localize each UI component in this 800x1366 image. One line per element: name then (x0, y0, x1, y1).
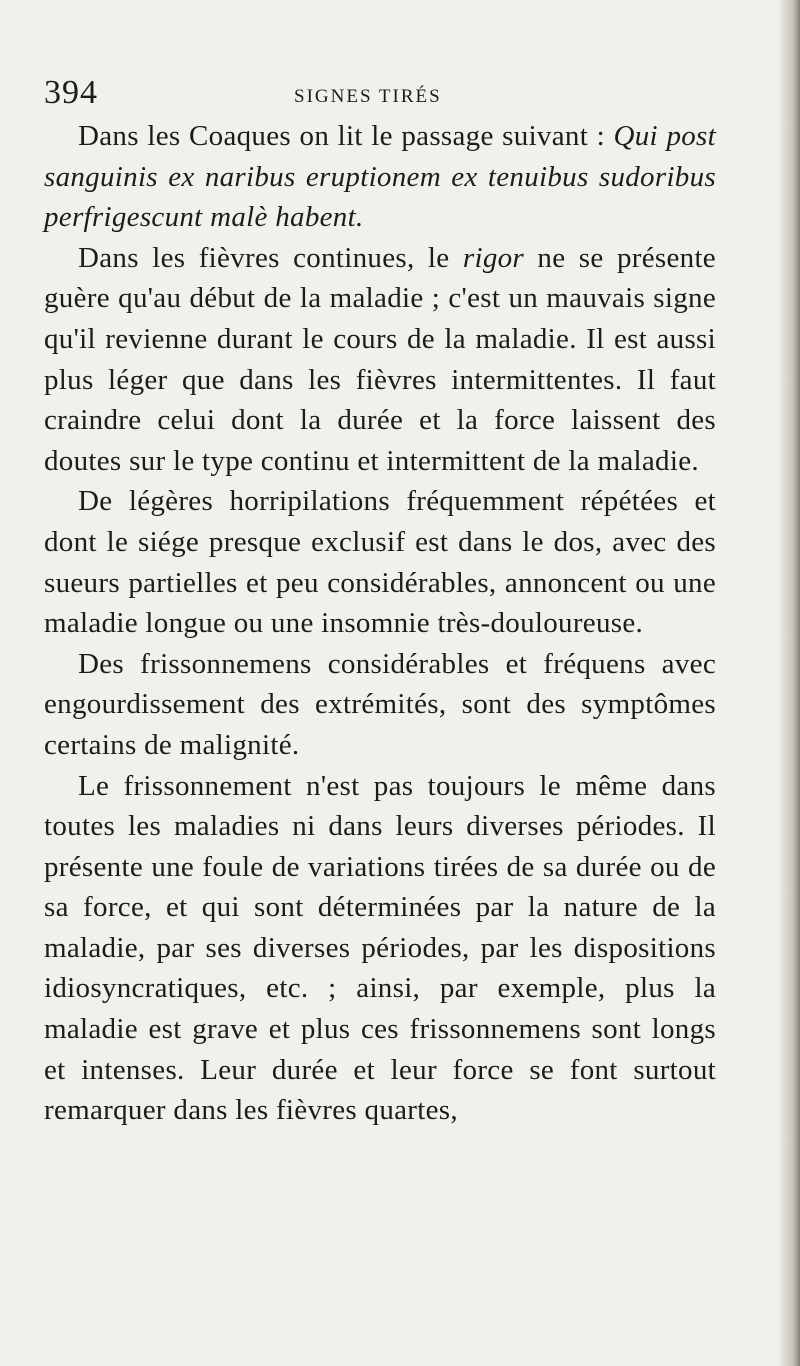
paragraph (44, 481, 716, 643)
paragraph-text: Des frissonnemens considérables et fréquens avec engourdissement des extrémités, sont des symptômes certains de malignité. (44, 647, 716, 761)
book-page (44, 70, 716, 1131)
latin-term: rigor (462, 241, 525, 274)
paragraph-text: De légères horripilations fréquemment répétées et dont le siége presque exclusif est dans le dos, avec des sueurs partielles et peu considérables, annoncent ou une maladie longue ou une insomnie très-douloureuse. (44, 485, 716, 640)
paragraph (44, 766, 716, 1131)
body-text (44, 116, 716, 1131)
page-edge-shadow (778, 0, 800, 1366)
running-head: SIGNES TIRÉS (294, 86, 442, 107)
paragraph (44, 238, 716, 482)
paragraph-text: Dans les fièvres continues, le (78, 241, 463, 274)
paragraph-text: ne se présente guère qu'au début de la maladie ; c'est un mauvais signe qu'il revienne durant le cours de la maladie. Il est aussi plus léger que dans les fièvres intermittentes. Il faut craindre celui dont la durée et la force laissent des doutes sur le type continu et intermittent de la maladie. (44, 241, 716, 477)
page-header (44, 70, 716, 116)
paragraph (44, 644, 716, 766)
paragraph-text: Le frissonnement n'est pas toujours le même dans toutes les maladies ni dans leurs diverses périodes. Il présente une foule de variations tirées de sa durée ou de sa force, et qui sont déterminées par la nature de la maladie, par ses diverses périodes, par les dispositions idiosyncratiques, etc. ; ainsi, par exemple, plus la maladie est grave et plus ces frissonnemens sont longs et intenses. Leur durée et leur force se font surtout remarquer dans les fièvres quartes, (44, 769, 716, 1127)
page-number: 394 (44, 74, 98, 111)
paragraph-text: Dans les Coaques on lit le passage suivant : (78, 120, 614, 152)
latin-quotation: Qui post sanguinis ex naribus eruptionem ex tenuibus sudoribus perfrigescunt malè habent. (44, 120, 716, 234)
paragraph (44, 116, 716, 238)
